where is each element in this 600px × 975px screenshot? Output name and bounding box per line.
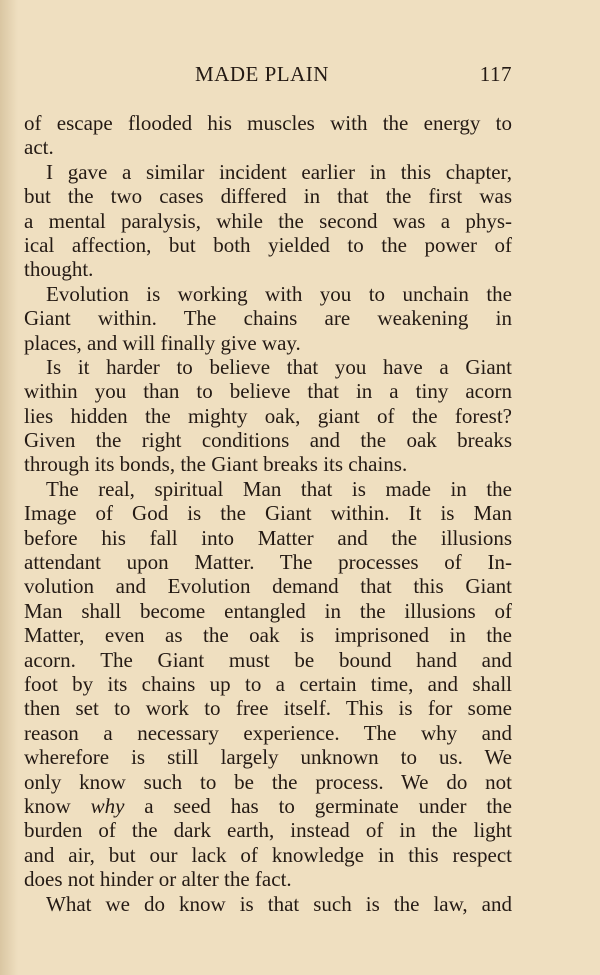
text-line: and air, but our lack of knowledge in this respect [24,842,512,867]
text-line: Given the right conditions and the oak breaks [24,428,512,453]
text-line: Evolution is working with you to unchain the [46,281,512,306]
page-header [24,62,512,90]
text-line: through its bonds, the Giant breaks its chains. [24,452,408,477]
italic-word: why [90,793,125,818]
text-line: Man shall become entangled in the illusions of [24,598,512,623]
text-line: thought. [24,257,94,282]
text-line: I gave a similar incident earlier in this chapter, [46,159,512,184]
text-line: Image of God is the Giant within. It is Man [24,501,512,526]
text-line: volution and Evolution demand that this Giant [24,574,512,599]
text-line: lies hidden the mighty oak, giant of the forest? [24,403,512,428]
text-line: foot by its chains up to a certain time, and shall [24,671,512,696]
text-line: within you than to believe that in a tiny acorn [24,379,512,404]
running-title: MADE PLAIN [195,62,329,86]
text-line: Is it harder to believe that you have a Giant [46,354,512,379]
text-line: of escape flooded his muscles with the energy to [24,111,512,135]
text-line: reason a necessary experience. The why and [24,720,512,745]
text-line: Matter, even as the oak is imprisoned in the [24,623,512,648]
text-line: burden of the dark earth, instead of in the light [24,818,512,843]
text-line: attendant upon Matter. The processes of In- [24,550,512,575]
text-line: ical affection, but both yielded to the power of [24,232,512,257]
text-line: only know such to be the process. We do not [24,769,512,794]
text-line: What we do know is that such is the law, and [46,891,512,916]
text-line: places, and will finally give way. [24,330,301,355]
text-line [24,794,512,818]
text-line: but the two cases differed in that the first was [24,184,512,209]
text-line: does not hinder or alter the fact. [24,867,292,892]
text-line: The real, spiritual Man that is made in the [46,476,512,501]
text-fragment: know [24,793,91,818]
page-number: 117 [479,62,512,86]
text-line: wherefore is still largely unknown to us. We [24,745,512,770]
text-line: then set to work to free itself. This is for some [24,696,512,721]
text-line: acorn. The Giant must be bound hand and [24,647,512,672]
page-gutter-shadow [0,0,18,975]
text-line: before his fall into Matter and the illusions [24,525,512,550]
text-fragment: a seed has to germinate under the [124,793,513,818]
text-line: Giant within. The chains are weakening in [24,306,512,331]
text-line: act. [24,135,54,160]
text-line: a mental paralysis, while the second was a phys- [24,208,512,233]
body-text [24,111,512,916]
